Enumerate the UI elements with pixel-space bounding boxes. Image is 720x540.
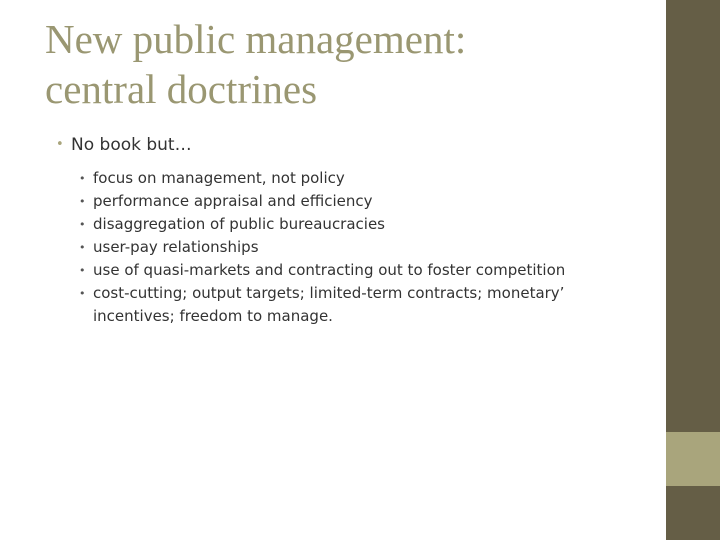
side-bar-dark-bottom <box>666 486 720 540</box>
list-item <box>56 259 608 282</box>
bullet-icon: • <box>56 137 64 152</box>
list-item <box>56 190 608 213</box>
main-bullet-item <box>56 132 656 158</box>
title-line-2: central doctrines <box>45 66 318 112</box>
bullet-icon: • <box>79 287 86 300</box>
sub-bullet-list <box>56 167 656 328</box>
list-item <box>56 282 608 328</box>
list-item-text: use of quasi-markets and contracting out to foster competition <box>93 261 566 279</box>
list-item-text: performance appraisal and efficiency <box>93 192 373 210</box>
side-bar-light-block <box>666 432 720 486</box>
bullet-icon: • <box>79 172 86 185</box>
list-item-text: cost-cutting; output targets; limited-term contracts; monetary’ incentives; freedom to manage. <box>93 284 565 325</box>
slide-title <box>45 14 655 114</box>
list-item-text: focus on management, not policy <box>93 169 345 187</box>
main-bullet-text: No book but… <box>71 135 192 155</box>
bullet-icon: • <box>79 264 86 277</box>
list-item-text: disaggregation of public bureaucracies <box>93 215 386 233</box>
list-item <box>56 167 608 190</box>
list-item-text: user-pay relationships <box>93 238 259 256</box>
list-item <box>56 236 608 259</box>
bullet-icon: • <box>79 195 86 208</box>
bullet-icon: • <box>79 218 86 231</box>
bullet-icon: • <box>79 241 86 254</box>
title-line-1: New public management: <box>45 16 467 62</box>
slide-body <box>56 132 656 328</box>
list-item <box>56 213 608 236</box>
side-bar-dark-top <box>666 0 720 432</box>
